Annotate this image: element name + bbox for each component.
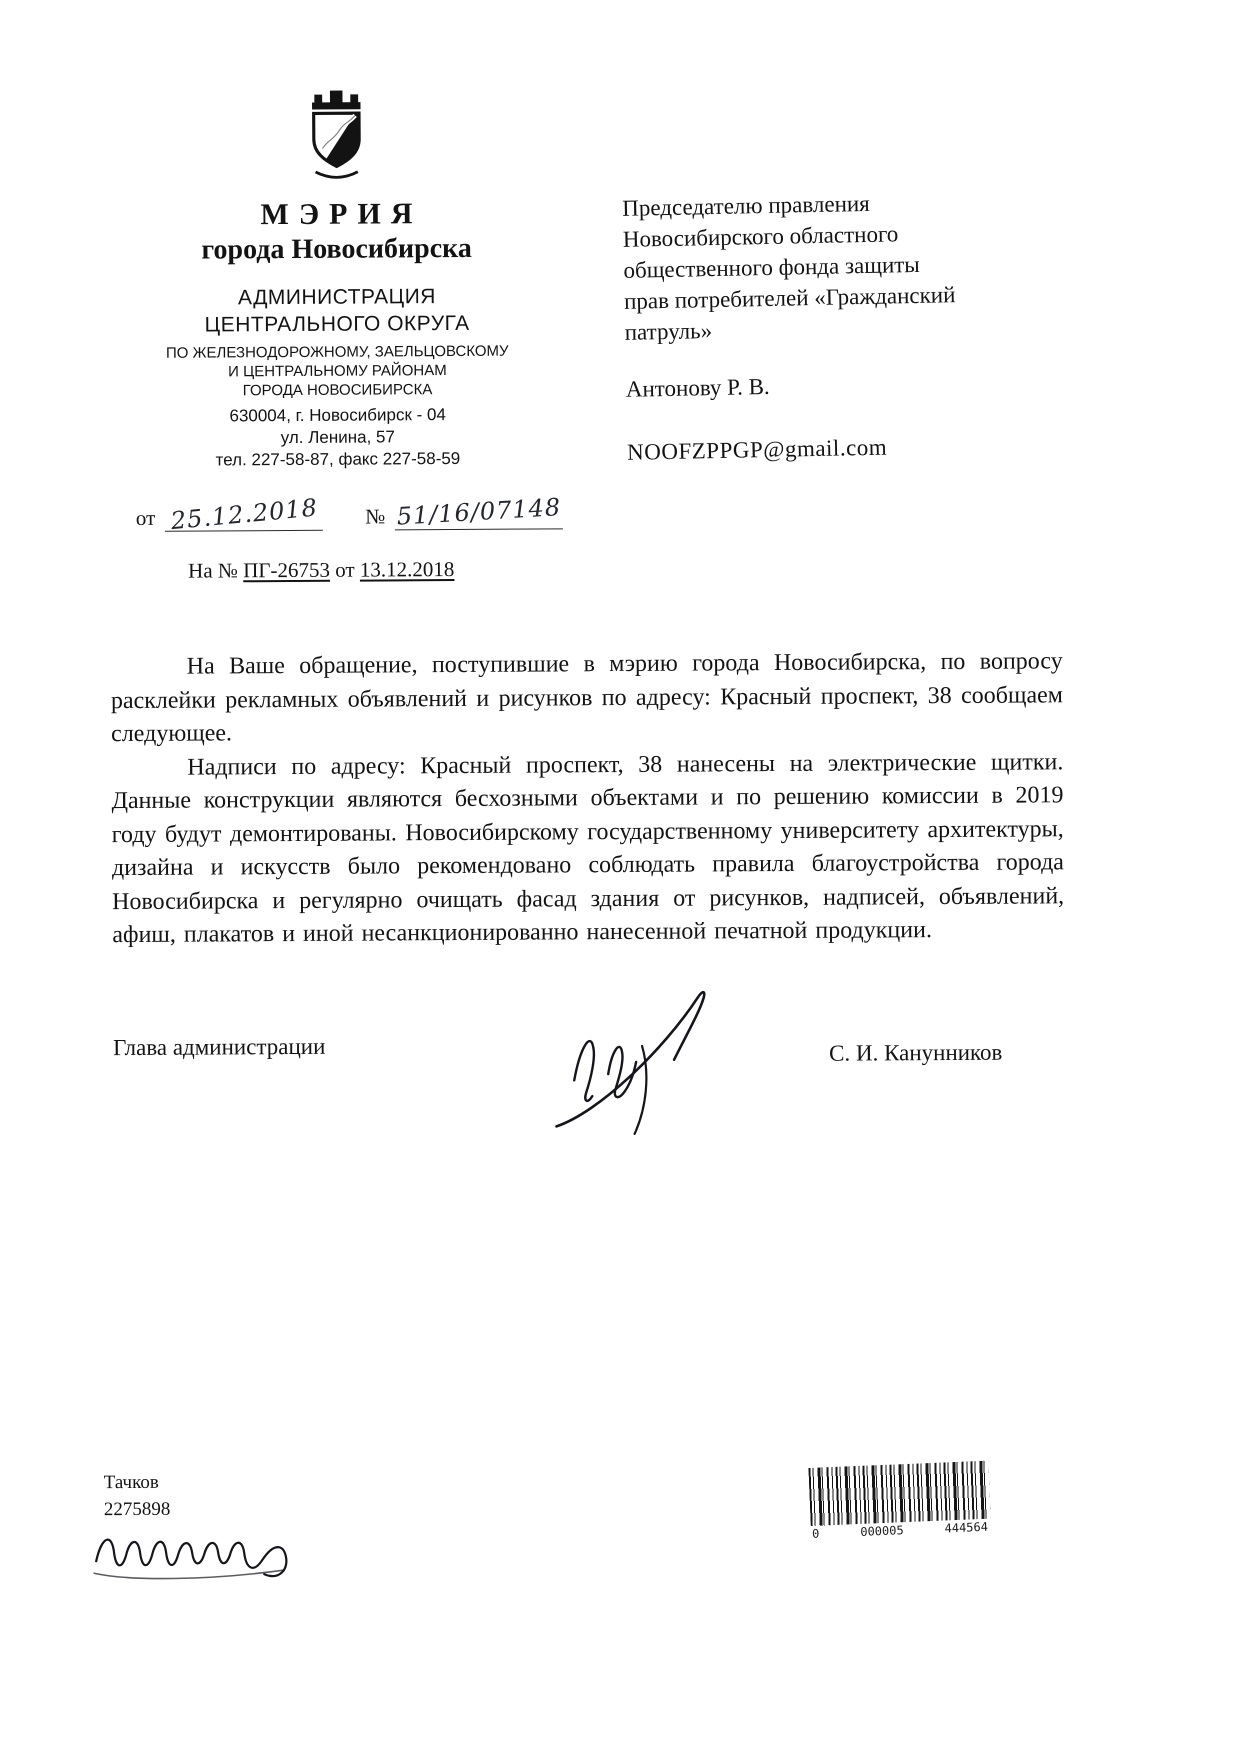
org-address [115,403,560,472]
org-city: города Новосибирска [201,232,472,266]
date-blank [165,493,323,536]
department-line-4: И ЦЕНТРАЛЬНОМУ РАЙОНАМ [228,362,447,381]
recipient-line: прав потребителей «Гражданский [623,282,956,314]
barcode-digit-group: 000005 [860,1523,904,1539]
handwritten-number: 51/16/07148 [396,493,563,531]
department-name [114,282,559,339]
barcode [808,1461,991,1541]
reply-date: 13.12.2018 [359,557,455,582]
executor-signature [88,1514,298,1595]
recipient-line: Новосибирского областного [622,221,899,252]
number-label: № [365,504,386,529]
signer-title: Глава администрации [112,1033,326,1061]
address-line-1: 630004, г. Новосибирск - 04 [229,405,446,426]
department-line-1: АДМИНИСТРАЦИЯ [237,285,437,310]
reply-of-label: от [335,557,355,582]
head-signature [546,987,732,1140]
outgoing-ref-line [135,493,564,536]
department-line-5: ГОРОДА НОВОСИБИРСКА [242,381,433,400]
address-line-2: ул. Ленина, 57 [280,427,395,448]
recipient-name: Антонову Р. В. [625,373,770,402]
department-line-2: ЦЕНТРАЛЬНОГО ОКРУГА [204,311,470,337]
reply-label: На № [188,558,238,583]
barcode-digit-group: 444564 [944,1519,989,1536]
address-line-3: тел. 227-58-87, факс 227-58-59 [215,448,461,470]
number-blank [395,493,563,531]
barcode-digit-group: 0 [811,1526,820,1541]
org-name: МЭРИЯ [260,197,423,232]
reply-ref-line [188,557,454,584]
body-paragraph-1: На Ваше обращение, поступившие в мэрию города Новосибирска, по вопросу расклейки рекламных объявлений и рисунков по адресу: Красный проспект, 38 сообщаем следующее. [110,648,1063,748]
coat-of-arms [293,87,380,186]
recipient-line: общественного фонда защиты [623,251,920,283]
reply-number: ПГ-26753 [243,557,331,583]
recipient-email: NOOFZPPGP@gmail.com [626,434,888,465]
barcode-bars [808,1461,990,1526]
body-paragraph-2: Надписи по адресу: Красный проспект, 38 нанесены на электрические щитки. Данные конструкции являются бесхозными объектами и по решению комиссии в 2019 году будут демонтированы. Новосибирскому государственному университету архитектуры, дизайна и искусств было рекомендовано соблюдать правила благоустройства города Новосибирска и регулярно очищать фасад здания от рисунков, надписей, объявлений, афиш, плакатов и иной несанкционированно нанесенной печатной продукции. [111,748,1065,949]
letterhead [113,86,560,472]
executor-name: Тачков [103,1471,159,1494]
from-label: от [135,505,156,530]
recipient-line: патруль» [624,318,713,345]
handwritten-date: 25.12.2018 [169,493,319,536]
recipient-block [622,185,1037,468]
executor-phone: 2275898 [103,1498,171,1521]
recipient-line: Председателю правления [621,190,870,221]
letter-body [111,645,1065,952]
signer-name: С. И. Канунников [829,1039,1003,1066]
department-line-3: ПО ЖЕЛЕЗНОДОРОЖНОМУ, ЗАЕЛЬЦОВСКОМУ [165,342,509,362]
department-districts [115,341,560,401]
